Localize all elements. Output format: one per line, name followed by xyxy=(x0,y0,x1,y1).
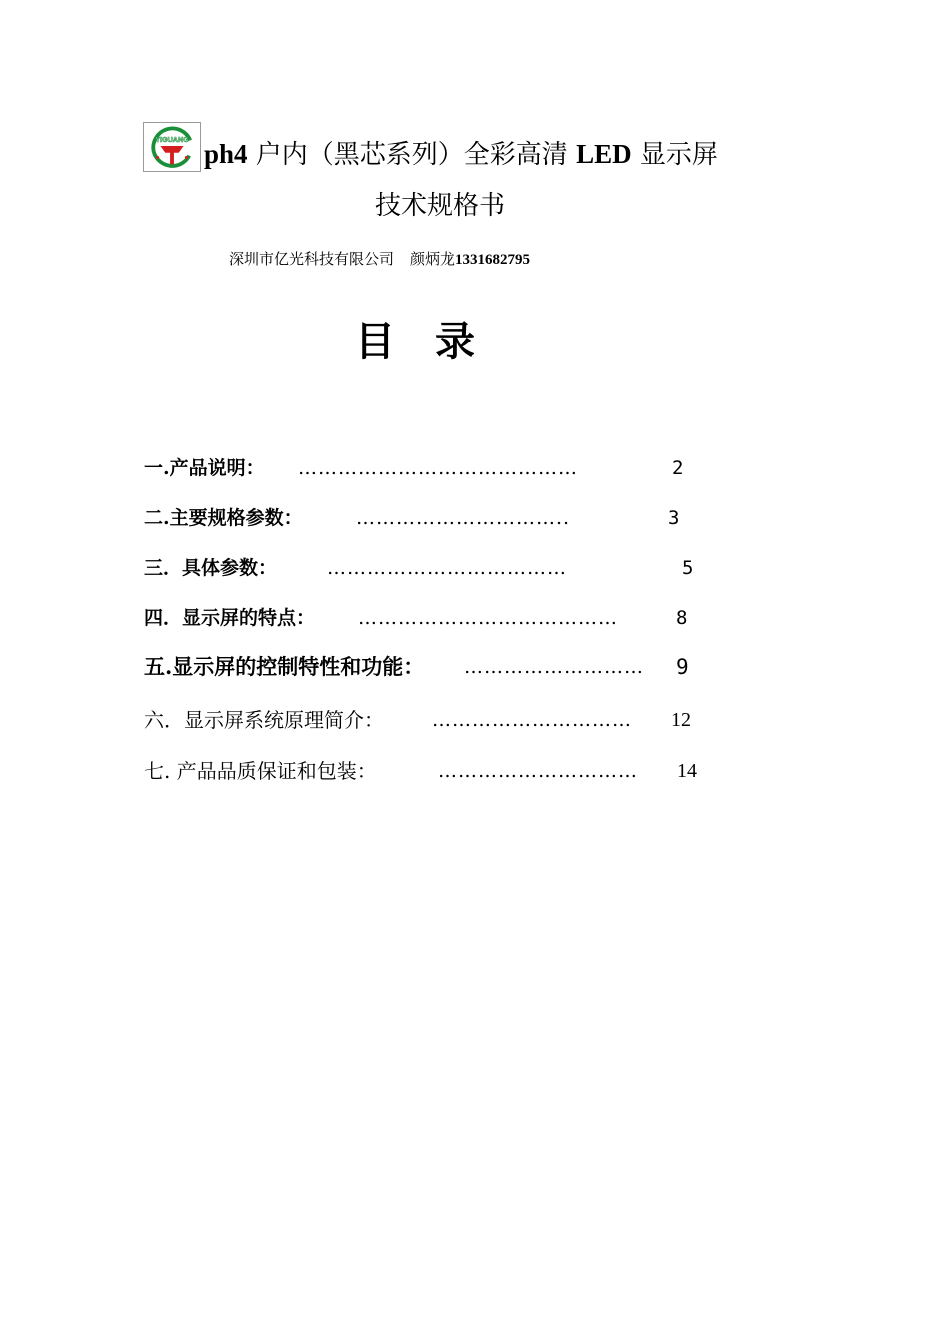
title-product: 显示屏 xyxy=(631,140,718,170)
toc-page-number: 5 xyxy=(682,557,694,579)
toc-page-number: 3 xyxy=(668,507,680,529)
toc-entry-label: 三．具体参数： xyxy=(144,557,278,579)
title-model: ph4 xyxy=(204,139,248,169)
toc-entry-label: 七. 产品品质保证和包装： xyxy=(144,759,377,783)
toc-entry[interactable] xyxy=(144,603,688,633)
title-description: 户内（黑芯系列）全彩高清 xyxy=(247,140,577,170)
document-title-line1 xyxy=(204,133,718,176)
toc-page-number: 8 xyxy=(676,607,688,629)
toc-entry[interactable] xyxy=(144,453,684,483)
toc-entry-label: 二.主要规格参数： xyxy=(144,507,303,529)
toc-entry-label: 一.产品说明： xyxy=(144,457,265,479)
toc-entry-label: 五.显示屏的控制特性和功能： xyxy=(144,654,425,679)
toc-leader-dots: ……………………… xyxy=(464,656,644,678)
toc-entry[interactable] xyxy=(144,705,691,735)
company-name: 深圳市亿光科技有限公司 xyxy=(229,250,395,268)
title-led: LED xyxy=(576,139,632,169)
toc-heading: 目录 xyxy=(355,318,515,365)
company-info xyxy=(229,247,530,272)
toc-page-number: 9 xyxy=(676,655,689,679)
toc-entry[interactable] xyxy=(144,553,694,583)
contact-phone: 1331682795 xyxy=(455,252,531,268)
toc-entry[interactable] xyxy=(144,503,680,533)
toc-leader-dots: ……………………………… xyxy=(327,557,567,579)
toc-entry-label: 四．显示屏的特点： xyxy=(144,607,316,629)
toc-entry[interactable] xyxy=(144,652,689,682)
toc-leader-dots: ………………………… xyxy=(438,760,638,782)
toc-entry-label: 六．显示屏系统原理简介： xyxy=(144,708,384,732)
toc-leader-dots: …………………………………… xyxy=(298,457,578,479)
toc-entry[interactable] xyxy=(144,756,697,786)
toc-page-number: 14 xyxy=(677,760,697,782)
logo-text: YIGUANG xyxy=(155,135,189,145)
yiguang-logo-icon xyxy=(144,123,200,171)
toc-leader-dots: ………………………………… xyxy=(358,607,618,629)
toc-leader-dots: ………………………….. xyxy=(356,507,571,529)
contact-name: 颜炳龙 xyxy=(410,250,456,268)
toc-leader-dots: ………………………… xyxy=(432,709,632,731)
document-title-line2: 技术规格书 xyxy=(375,191,506,221)
toc-page-number: 12 xyxy=(671,709,691,731)
toc-page-number: 2 xyxy=(672,457,684,479)
company-logo xyxy=(143,122,201,172)
